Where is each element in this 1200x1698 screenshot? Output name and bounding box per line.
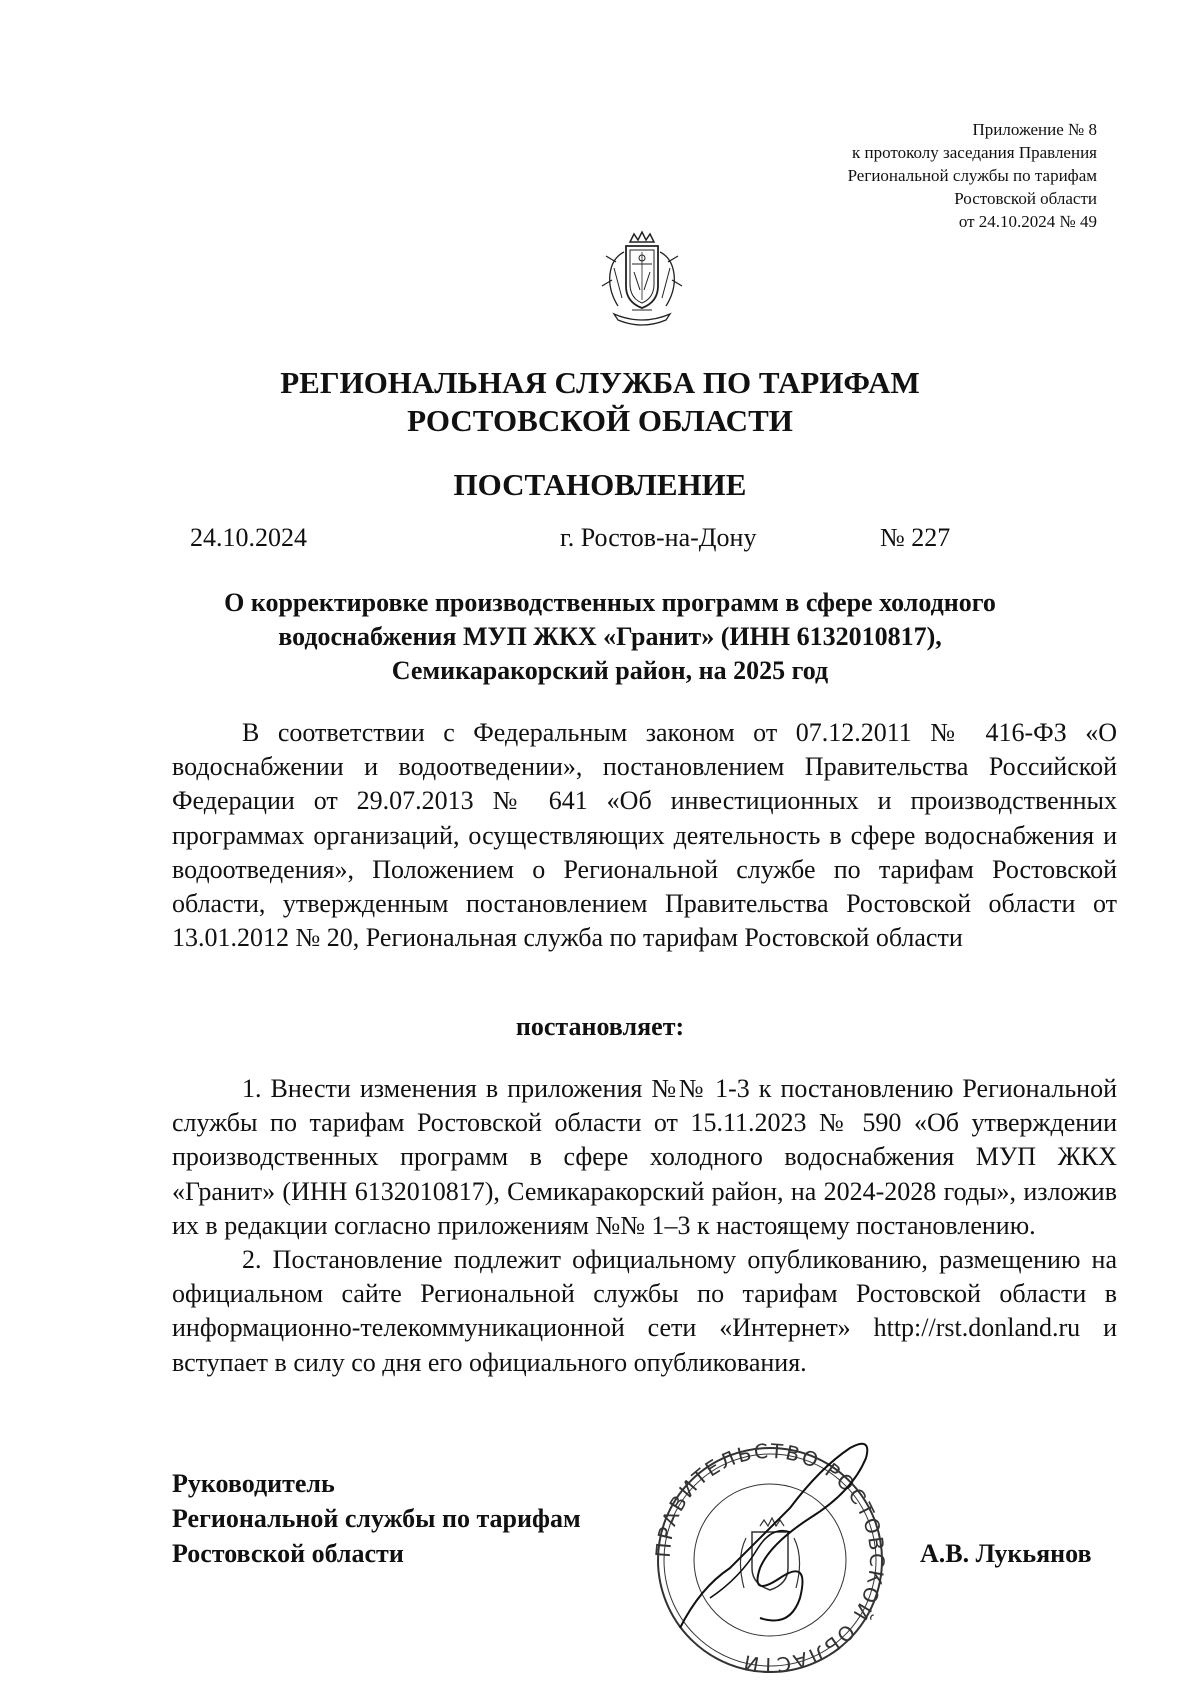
appendix-note — [848, 118, 1097, 233]
appendix-line: к протоколу заседания Правления — [852, 143, 1097, 162]
signer-title-line: Ростовской области — [172, 1539, 404, 1568]
subject-line: Семикаракорский район, на 2025 год — [391, 656, 829, 685]
decree-item: 2. Постановление подлежит официальному опубликованию, размещению на официальном сайте Региональной службы по тарифам Ростовской области в информационно-телекоммуникационной сети «Интернет» http://rst.donland.ru и вступает в силу со дня его официального опубликования. — [172, 1245, 1117, 1377]
preamble-text: В соответствии с Федеральным законом от 07.12.2011 № 416-ФЗ «О водоснабжении и водоотведении», постановлением Правительства Российской Федерации от 29.07.2013 № 641 «Об инвестиционных и производственных программах организаций, осуществляющих деятельность в сфере водоснабжения и водоотведения», Положением о Региональной службе по тарифам Ростовской области, утвержденным постановлением Правительства Ростовской области от 13.01.2012 № 20, Региональная служба по тарифам Ростовской области — [172, 718, 1117, 953]
appendix-line: Региональной службы по тарифам — [847, 166, 1097, 185]
decree-item: 1. Внести изменения в приложения №№ 1-3 к постановлению Региональной службы по тарифам Ростовской области от 15.11.2023 № 590 «Об утверждении производственных программ в сфере холодного водоснабжения МУП ЖКХ «Гранит» (ИНН 6132010817), Семикаракорский район, на 2024-2028 годы», изложив их в редакции согласно приложениям №№ 1–3 к настоящему постановлению. — [172, 1074, 1117, 1240]
preamble — [172, 716, 1117, 955]
appendix-line: Ростовской области — [954, 189, 1097, 208]
decree-word: постановляет: — [515, 1012, 685, 1041]
organization-name-line: РОСТОВСКОЙ ОБЛАСТИ — [407, 403, 793, 438]
coat-of-arms-icon — [596, 228, 688, 328]
document-subject — [170, 586, 1050, 688]
organization-name-line: РЕГИОНАЛЬНАЯ СЛУЖБА ПО ТАРИФАМ — [280, 365, 920, 400]
signer-title-line: Руководитель — [172, 1469, 335, 1498]
appendix-line: от 24.10.2024 № 49 — [958, 212, 1097, 231]
document-type: ПОСТАНОВЛЕНИЕ — [453, 467, 747, 502]
svg-text:ПРАВИТЕЛЬСТВО РОСТОВСКОЙ ОБЛАС — [651, 1439, 889, 1677]
signer-title-line: Региональной службы по тарифам — [172, 1504, 581, 1533]
decree-items — [172, 1072, 1117, 1380]
document-date: 24.10.2024 — [190, 523, 307, 552]
subject-line: О корректировке производственных программ в сфере холодного — [224, 588, 996, 617]
signer-name: А.В. Лукьянов — [920, 1539, 1092, 1568]
document-city: г. Ростов-на-Дону — [560, 523, 757, 552]
organization-name — [0, 364, 1200, 440]
seal-text: ПРАВИТЕЛЬСТВО РОСТОВСКОЙ ОБЛАСТИ — [650, 1438, 890, 1678]
signer-title — [172, 1466, 581, 1571]
subject-line: водоснабжения МУП ЖКХ «Гранит» (ИНН 6132010817), — [278, 622, 942, 651]
appendix-line: Приложение № 8 — [972, 120, 1097, 139]
document-number: № 227 — [880, 523, 951, 552]
official-seal-icon — [640, 1428, 900, 1688]
